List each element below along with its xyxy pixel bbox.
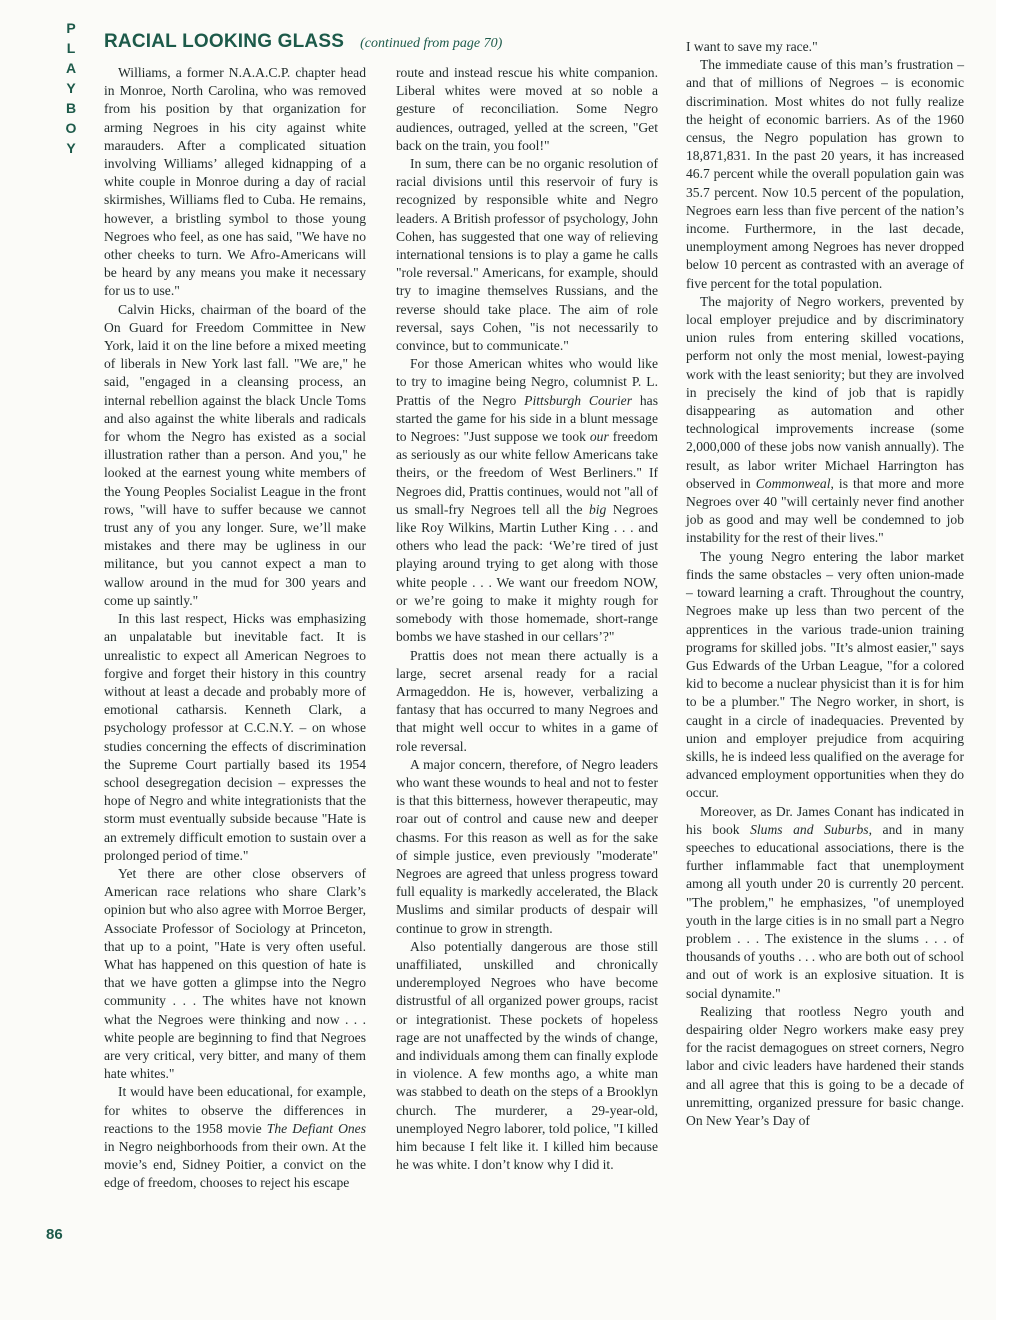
brand-letter: B <box>65 100 77 116</box>
text-column-3 <box>686 38 964 1298</box>
brand-letter: O <box>65 120 77 136</box>
article-paragraph: Calvin Hicks, chairman of the board of the On Guard for Freedom Committee in New York, laid it on the line before a mixed meeting of liberals in New York last fall. "We are," he said, "engaged in a cleansing process, an internal rebellion against the black Uncle Toms and also against the white liberals and radicals for whom the Negro has existed as a social illustration rather than a person. And you," he looked at the earnest young white members of the Young Peoples Socialist League in the front rows, "will have to suffer because we cannot trust any of you any longer. Sure, we’ll make mistakes and there may be ugliness in our militance, but you cannot expect a man to wallow around in the mud for 300 years and come up saintly." <box>104 301 366 608</box>
brand-letter: Y <box>66 140 76 156</box>
article-paragraph: The young Negro entering the labor market finds the same obstacles – very often union-made – toward learning a craft. Throughout the country, Negroes make up less than two percent of the apprentices in the various trade-union training programs for skilled jobs. "It’s almost easier," says Gus Edwards of the Urban League, "for a colored kid to become a nuclear physicist than it is for him to be a plumber." The Negro worker, in short, is caught in a circle of inadequacies. Prevented by union and employer prejudice from acquiring skills, he is indeed less qualified on the average for advanced employment opportunities when they do occur. <box>686 548 964 801</box>
article-paragraph: A major concern, therefore, of Negro leaders who want these wounds to heal and not to fester is that this bitterness, however therapeutic, may roar out of control and cause new and deeper chasms. For this reason as well as for the sake of simple justice, even previously "moderate" Negroes are agreed that unless progress toward full equality is markedly accelerated, the Black Muslims and similar products of despair will continue to grow in strength. <box>396 756 658 936</box>
article-paragraph: In this last respect, Hicks was emphasizing an unpalatable but inevitable fact. It is unrealistic to expect all American Negroes to forgive and forget their history in this country without at least a decade and probably more of emotional catharsis. Kenneth Clark, a psychology professor at C.C.N.Y. – on whose studies concerning the effects of discrimination the Supreme Court partially based its 1954 school desegregation decision – expresses the hope of Negro and white integrationists that the storm must eventually subside because "Hate is an extremely difficult emotion to sustain over a prolonged period of time." <box>104 611 366 863</box>
text-column-2 <box>396 64 658 1296</box>
brand-letter: Y <box>66 80 76 96</box>
article-paragraph: It would have been educational, for example, for whites to observe the differences in reactions to the 1958 movie The Defiant Ones in Negro neighborhoods from their own. At the movie’s end, Sidney Poitier, a convict on the edge of freedom, chooses to reject his escape <box>104 1084 367 1191</box>
article-paragraph: Moreover, as Dr. James Conant has indicated in his book Slums and Suburbs, and in many speeches to educational associations, there is the further inflammable fact that unemployment among all youth under 20 is currently 20 percent. "The problem," he emphasizes, "of unemployed youth in the large cities is in no small part a Negro problem . . . The existence in the slums . . . of thousands of youths . . . who are both out of school and out of work is an explosive situation. It is social dynamite." <box>686 803 964 1001</box>
brand-letter: A <box>65 60 77 76</box>
article-paragraph: For those American whites who would like to try to imagine being Negro, columnist P. L. Prattis of the Negro Pittsburgh Courier has started the game for his side in a blunt message to Negroes: "Just suppose we took our freedom as seriously as our white fellow Americans take theirs, or the freedom of West Berliners." If Negroes did, Prattis continues, would not "all of us small-fry Negroes tell all the big Negroes like Roy Wilkins, Martin Luther King . . . and others who lead the pack: ‘We’re tired of just playing around trying to get along with those white people . . . We want our freedom NOW, or we’re going to make it mighty rough for somebody with those homemade, short-range bombs we have stashed in our cellars’?" <box>396 356 659 645</box>
brand-letter: P <box>66 20 76 36</box>
page-number: 86 <box>46 1226 63 1243</box>
article-paragraph: Yet there are other close observers of American race relations who share Clark’s opinion but who also agree with Morroe Berger, Associate Professor of Sociology at Princeton, that up to a point, "Hate is very often useful. What has happened on this question of hate is that we have gotten a glimpse into the Negro community . . . The whites have not known what the Negroes were thinking and now . . . white people are beginning to find that Negroes are very critical, very bitter, and many of them hate whites." <box>104 865 366 1082</box>
article-paragraph: route and instead rescue his white companion. Liberal whites were moved at so noble a gesture of reconciliation. Some Negro audiences, outraged, yelled at the screen, "Get back on the train, you fool!" <box>396 65 658 153</box>
article-paragraph: The majority of Negro workers, prevented by local employer prejudice and by discriminatory union rules from entering skilled vocations, perform not only the most menial, lowest-paying work with the least seniority; but they are involved in precisely the kind of job that is rapidly disappearing as automation and other technological improvements increase (some 2,000,000 of these jobs now vanish annually). The result, as labor writer Michael Harrington has observed in Commonweal, is that more and more Negroes over 40 "will certainly never find another job as good and may well be condemned to job instability for the rest of their lives." <box>686 293 964 546</box>
article-paragraph: Williams, a former N.A.A.C.P. chapter head in Monroe, North Carolina, who was removed from his position by that organization for arming Negroes in his city against white marauders. After a complicated situation involving Williams’ alleged kidnapping of a white couple in Monroe during a day of racial skirmishes, Williams fled to Cuba. He remains, however, a bristling symbol to those young Negroes who feel, as one has said, "We have no other cheeks to turn. We Afro-Americans will be heard by any means you make it necessary for us to use." <box>104 65 366 299</box>
brand-letter: L <box>66 40 76 56</box>
article-paragraph: I want to save my race." <box>686 39 818 54</box>
article-header <box>104 31 674 53</box>
article-paragraph: Realizing that rootless Negro youth and despairing older Negro workers make easy prey for the racist demagogues on street corners, Negro labor and civic leaders have hardened their stands and all agree that this is going to be a decade of unremitting, organized pressure for basic change. On New Year’s Day of <box>686 1003 964 1128</box>
article-paragraph: The immediate cause of this man’s frustration – and that of millions of Negroes – is economic discrimination. Most whites do not fully realize the height of economic barriers. As of the 1960 census, the Negro population has grown to 18,871,831. In the past 20 years, it has increased 46.7 percent while the overall population gain was 35.7 percent. Now 10.5 percent of the population, Negroes earn less than five percent of the nation’s income. Furthermore, in the last decade, unemployment among Negroes has never dropped below 10 percent as contrasted with an average of five percent for the total population. <box>686 57 964 291</box>
continued-note: (continued from page 70) <box>360 36 503 51</box>
magazine-brand <box>64 18 78 158</box>
article-headline: RACIAL LOOKING GLASS <box>104 31 345 52</box>
text-column-1 <box>104 64 366 1244</box>
page-edge <box>996 0 1020 1320</box>
article-paragraph: In sum, there can be no organic resolution of racial divisions until this reservoir of fury is recognized by responsible white and Negro leaders. A British professor of psychology, John Cohen, has suggested that one way of relieving international tensions is to play a game he calls "role reversal." Americans, for example, should try to imagine themselves Russians, and the reverse should take place. The aim of role reversal, says Cohen, "is not necessarily to convince, but to communicate." <box>396 156 658 354</box>
article-paragraph: Prattis does not mean there actually is a large, secret arsenal ready for a racial Armageddon. He is, however, verbalizing a fantasy that has occurred to many Negroes and that might well occur to whites in a game of role reversal. <box>396 647 658 754</box>
article-paragraph: Also potentially dangerous are those still unaffiliated, unskilled and chronically underemployed Negroes who have become distrustful of all organized power groups, racist or integrationist. These pockets of hopeless rage are not unaffected by the winds of change, and individuals among them can finally explode in violence. A few months ago, a white man was stabbed to death on the steps of a Brooklyn church. The murderer, a 29-year-old, unemployed Negro laborer, told police, "I killed him because I felt like it. I killed him because he was white. I don’t know why I did it. <box>396 938 658 1173</box>
